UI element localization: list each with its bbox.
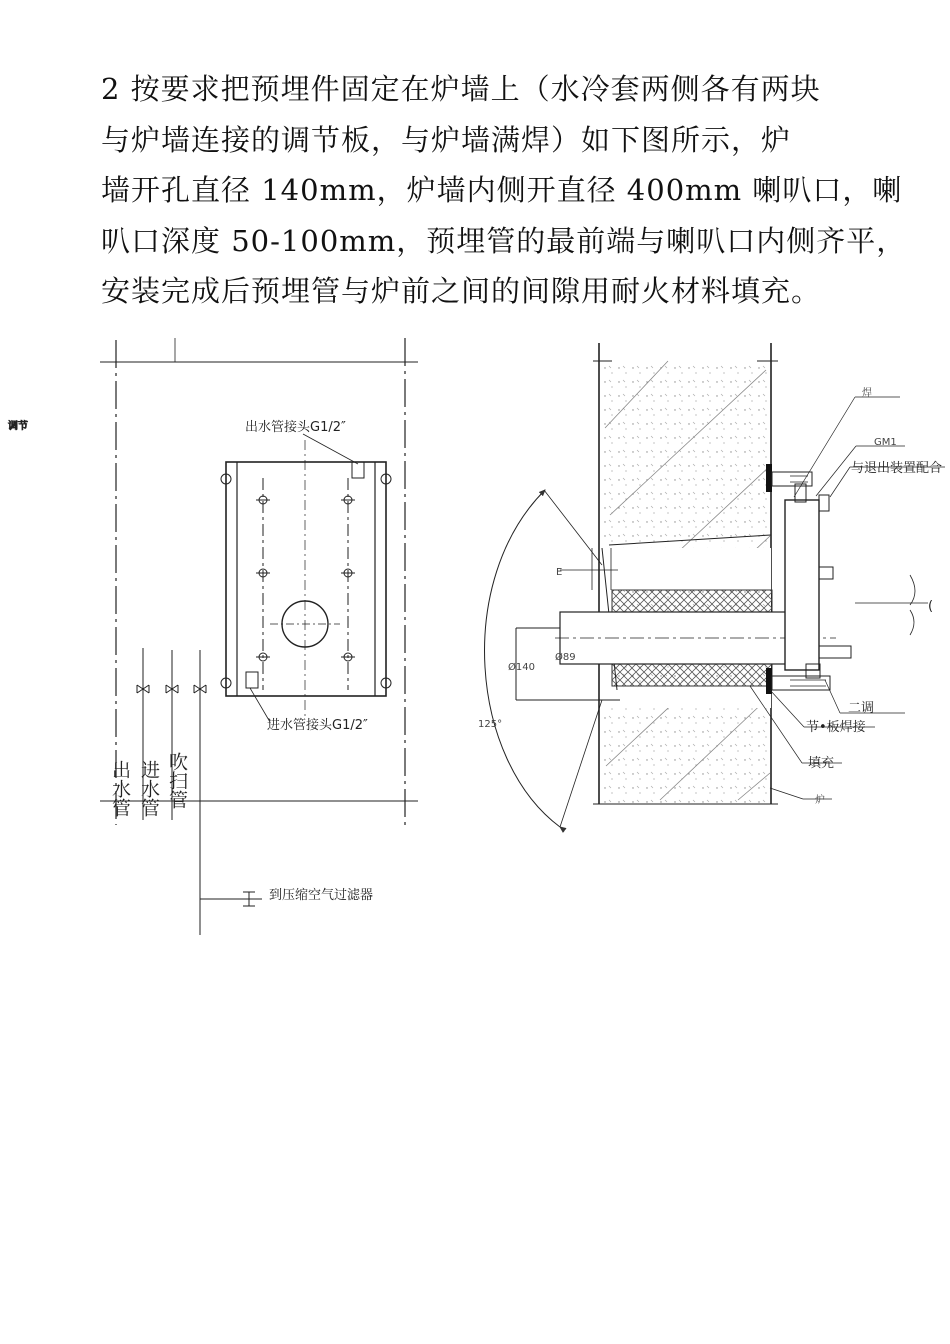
bore-diameter-dim: Ø140 (508, 662, 535, 673)
angle-dim: 125° (478, 719, 503, 730)
inlet-fitting-label: 进水管接头G1/2″ (267, 718, 368, 733)
callout-gm1: GM1 (874, 437, 897, 448)
e-mark: E (556, 567, 563, 578)
callout-furnace: 炉 (815, 795, 825, 806)
side-fragment-label: 调节 (8, 421, 28, 432)
adjusting-plate-top (766, 464, 772, 492)
edge-mark: ( (928, 599, 934, 614)
cooling-jacket-front-view (8, 338, 418, 935)
callout-second-adjust: 二调 (848, 701, 875, 716)
callout-plate-weld: 节•板焊接 (806, 720, 866, 735)
purge-pipe-label: 吹扫管 (166, 752, 188, 809)
compressor-label: 到压缩空气过滤器 (269, 888, 374, 903)
refractory-fill-top (612, 590, 772, 612)
refractory-fill-bottom (612, 664, 772, 686)
inlet-fitting-icon (246, 672, 258, 688)
callout-fill: 填充 (808, 756, 835, 771)
outlet-pipe-label: 出水管 (109, 760, 131, 817)
callout-weld: 焊 (862, 388, 872, 399)
mounting-plate (226, 462, 386, 696)
paragraph-line: 墙开孔直径 140mm，炉墙内侧开直径 400mm 喇叭口，喇 (101, 173, 903, 207)
pipe-diameter-dim: Ø89 (555, 652, 576, 663)
inlet-pipe-label: 进水管 (138, 760, 160, 817)
paragraph-line: 安装完成后预埋管与炉前之间的间隙用耐火材料填充。 (101, 274, 822, 308)
paragraph-line: 2 按要求把预埋件固定在炉墙上（水冷套两侧各有两块 (101, 72, 821, 106)
outlet-fitting-label: 出水管接头G1/2″ (245, 420, 346, 435)
paragraph-line: 叭口深度 50-100mm，预埋管的最前端与喇叭口内侧齐平， (101, 223, 907, 258)
adjusting-plate-bottom (766, 668, 772, 694)
wall-section-view (485, 343, 945, 827)
callout-retract-device: 与退出装置配合 (851, 461, 943, 476)
flange-plate (785, 500, 819, 670)
angle-arc (485, 490, 563, 827)
paragraph-line: 与炉墙连接的调节板，与炉墙满焊）如下图所示，炉 (101, 122, 792, 157)
outlet-fitting-icon (352, 462, 364, 478)
